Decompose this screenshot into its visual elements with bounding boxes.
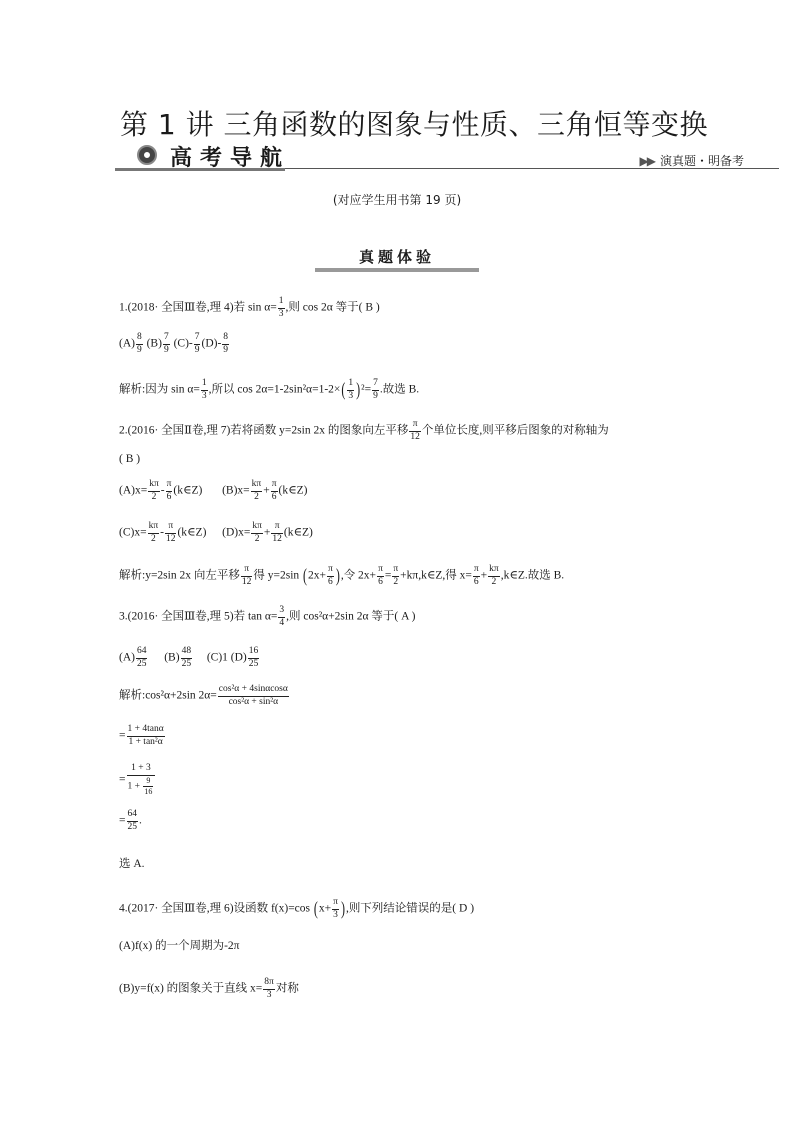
text: = <box>119 773 126 786</box>
left-paren: ( <box>341 377 346 400</box>
numerator: 9 <box>143 777 153 787</box>
numerator: 48 <box>181 647 193 659</box>
text: (B)y=f(x) 的图象关于直线 x= <box>119 982 263 995</box>
numerator: kπ <box>251 480 263 492</box>
text: x+ <box>318 902 332 915</box>
numerator: π <box>327 565 334 577</box>
fraction <box>181 647 193 669</box>
text: ,令 2x+ <box>340 569 377 582</box>
fraction <box>248 647 260 669</box>
section-heading <box>315 246 479 270</box>
numerator: 7 <box>194 333 201 345</box>
right-paren: ) <box>335 563 340 586</box>
fraction <box>271 522 283 544</box>
numerator: 8 <box>222 333 229 345</box>
denominator: 25 <box>127 821 137 832</box>
text: = <box>384 569 392 582</box>
option-label: (B) <box>143 337 162 350</box>
denominator: 12 <box>272 533 282 544</box>
fraction <box>392 565 399 587</box>
option-label: (D)- <box>201 337 222 350</box>
numerator: 7 <box>163 333 170 345</box>
text: ²= <box>361 383 372 396</box>
nav-right-text: 演真题・明备考 <box>659 154 744 168</box>
text: 个单位长度,则平移后图象的对称轴为 <box>421 424 609 437</box>
denominator: 16 <box>144 786 153 796</box>
numerator: π <box>473 565 480 577</box>
denominator: 6 <box>328 576 333 587</box>
divider-thick <box>115 168 285 171</box>
fraction <box>163 333 170 355</box>
target-icon <box>137 145 157 165</box>
text: 解析:cos²α+2sin 2α= <box>119 689 217 702</box>
denominator: 6 <box>378 576 383 587</box>
fraction <box>372 379 379 401</box>
fraction <box>148 480 160 502</box>
text: = <box>119 729 126 742</box>
denominator: 3 <box>201 390 207 401</box>
numerator: 16 <box>248 647 260 659</box>
operator: - <box>160 526 164 539</box>
numerator: 1 <box>201 379 208 391</box>
denominator: 3 <box>278 308 284 319</box>
denominator: 2 <box>151 491 157 502</box>
numerator: cos²α + 4sinαcosα <box>218 685 289 697</box>
fraction <box>347 379 354 401</box>
option-label: (B)x= <box>222 484 250 497</box>
q2-answer: ( B ) <box>119 453 141 465</box>
denominator: 2 <box>254 533 260 544</box>
fraction <box>377 565 384 587</box>
denominator: 25 <box>181 658 192 669</box>
numerator: π <box>271 522 283 534</box>
denominator: 4 <box>279 617 285 628</box>
q1-solution <box>119 379 419 401</box>
nav-banner <box>115 141 779 171</box>
q3-solution-step1 <box>119 685 290 707</box>
denominator: 6 <box>166 491 172 502</box>
text: (k∈Z) <box>278 484 308 497</box>
option-label: (B) <box>164 651 180 664</box>
q3-options <box>119 647 260 669</box>
section-underline <box>315 268 479 272</box>
text: 2x+ <box>308 569 327 582</box>
q2-options-row1 <box>119 480 307 502</box>
fraction <box>218 685 289 707</box>
option-label: (A) <box>119 651 135 664</box>
numerator: kπ <box>148 480 160 492</box>
denominator: 2 <box>150 533 156 544</box>
text: ,则 cos²α+2sin 2α 等于( A ) <box>286 610 416 623</box>
option-label: (D)x= <box>222 526 251 539</box>
q2-solution <box>119 565 564 587</box>
numerator: π <box>241 565 253 577</box>
text: ,则 cos 2α 等于( B ) <box>285 301 380 314</box>
denominator: 25 <box>136 658 147 669</box>
operator: + <box>263 484 270 497</box>
denominator: 3 <box>348 390 354 401</box>
text: (k∈Z) <box>177 526 207 539</box>
fraction <box>127 764 156 796</box>
numerator: 8π <box>263 978 275 990</box>
denominator: 3 <box>266 989 272 1000</box>
text: ,所以 cos 2α=1-2sin²α=1-2× <box>208 383 341 396</box>
text: 解析:y=2sin 2x 向左平移 <box>119 569 240 582</box>
fraction <box>127 725 165 747</box>
denominator: 9 <box>373 390 378 401</box>
numerator: 1 <box>278 297 285 309</box>
fraction <box>271 480 278 502</box>
q2-stem <box>119 420 609 442</box>
right-paren: ) <box>356 377 361 400</box>
denominator: 25 <box>248 658 259 669</box>
page-title: 第 1 讲 三角函数的图象与性质、三角恒等变换 <box>120 108 709 141</box>
fraction <box>278 297 285 319</box>
q1-stem <box>119 297 380 319</box>
fraction <box>263 978 275 1000</box>
operator: - <box>160 484 165 497</box>
option-label: (C)- <box>170 337 193 350</box>
operator: + <box>263 526 271 539</box>
fraction <box>222 333 229 355</box>
fraction <box>143 777 153 796</box>
numerator: 1 + 4tanα <box>127 725 165 737</box>
text: 得 y=2sin <box>253 569 303 582</box>
text: .故选 B. <box>379 383 420 396</box>
text: ,则下列结论错误的是( D ) <box>345 902 475 915</box>
numerator: kπ <box>488 565 500 577</box>
fraction <box>409 420 421 442</box>
text: 4.(2017· 全国Ⅲ卷,理 6)设函数 f(x)=cos <box>119 902 313 915</box>
left-paren: ( <box>313 896 318 919</box>
fraction <box>136 333 143 355</box>
q3-choice: 选 A. <box>119 858 145 870</box>
text: 1.(2018· 全国Ⅲ卷,理 4)若 sin α= <box>119 301 277 314</box>
q4-option-a: (A)f(x) 的一个周期为-2π <box>119 940 240 952</box>
denominator <box>127 776 156 796</box>
fraction <box>165 522 177 544</box>
denominator: 1 + tan²α <box>128 736 163 747</box>
q3-solution-step2 <box>119 725 166 747</box>
text: ,k∈Z.故选 B. <box>500 569 565 582</box>
fraction <box>332 898 339 920</box>
nav-title: 高考导航 <box>170 146 291 171</box>
reference-note: (对应学生用书第 19 页) <box>332 193 462 207</box>
fraction <box>241 565 253 587</box>
fraction <box>473 565 480 587</box>
numerator: kπ <box>251 522 263 534</box>
q1-options <box>119 333 230 355</box>
text: + <box>480 569 488 582</box>
fraction <box>488 565 500 587</box>
denominator: 12 <box>241 576 252 587</box>
text: . <box>139 814 142 827</box>
denominator: 9 <box>136 344 142 355</box>
numerator: π <box>377 565 384 577</box>
numerator: π <box>271 480 278 492</box>
option-label: (A)x= <box>119 484 148 497</box>
option-label: (A) <box>119 337 135 350</box>
q3-stem <box>119 606 415 628</box>
denominator: cos²α + sin²α <box>228 696 279 707</box>
numerator: kπ <box>148 522 160 534</box>
denominator: 6 <box>473 576 479 587</box>
text: +kπ,k∈Z,得 x= <box>400 569 472 582</box>
fraction <box>136 647 148 669</box>
text: 解析:因为 sin α= <box>119 383 200 396</box>
numerator: π <box>166 480 173 492</box>
left-paren: ( <box>303 563 308 586</box>
fraction <box>327 565 334 587</box>
denominator: 9 <box>223 344 229 355</box>
numerator: π <box>165 522 177 534</box>
numerator: 1 + 3 <box>127 764 156 776</box>
text: 3.(2016· 全国Ⅲ卷,理 5)若 tan α= <box>119 610 278 623</box>
right-paren: ) <box>340 896 345 919</box>
numerator: 64 <box>136 647 148 659</box>
numerator: π <box>409 420 421 432</box>
fraction <box>194 333 201 355</box>
text: 2.(2016· 全国Ⅱ卷,理 7)若将函数 y=2sin 2x 的图象向左平移 <box>119 424 409 437</box>
q3-solution-step3 <box>119 764 156 796</box>
numerator: 8 <box>136 333 143 345</box>
fraction <box>201 379 208 401</box>
text: (k∈Z) <box>173 484 203 497</box>
nav-right-label <box>640 152 744 169</box>
text: 对称 <box>275 982 299 995</box>
q4-option-b <box>119 978 299 1000</box>
fraction <box>148 522 160 544</box>
denominator: 2 <box>491 576 497 587</box>
numerator: 64 <box>127 810 139 822</box>
q4-stem <box>119 898 474 920</box>
section-title: 真题体验 <box>358 248 435 266</box>
denominator: 9 <box>194 344 200 355</box>
fraction <box>166 480 173 502</box>
fraction <box>251 522 263 544</box>
fraction <box>127 810 139 832</box>
numerator: 7 <box>372 379 379 391</box>
denominator: 12 <box>165 533 176 544</box>
denominator: 3 <box>333 909 338 920</box>
numerator: π <box>392 565 399 577</box>
denominator: 2 <box>393 576 399 587</box>
denominator: 2 <box>254 491 259 502</box>
text: (k∈Z) <box>283 526 313 539</box>
text: 1 + <box>127 781 143 792</box>
double-arrow-icon: ▶▶ <box>639 154 654 168</box>
fraction <box>278 606 285 628</box>
text: = <box>119 814 126 827</box>
numerator: 3 <box>278 606 285 618</box>
numerator: π <box>332 898 339 910</box>
denominator: 6 <box>271 491 277 502</box>
denominator: 9 <box>163 344 169 355</box>
fraction <box>251 480 263 502</box>
option-label: (C)x= <box>119 526 147 539</box>
numerator: 1 <box>347 379 354 391</box>
denominator: 12 <box>410 431 420 442</box>
q2-options-row2 <box>119 522 313 544</box>
q3-solution-step4 <box>119 810 142 832</box>
option-label: (C)1 (D) <box>206 651 247 664</box>
